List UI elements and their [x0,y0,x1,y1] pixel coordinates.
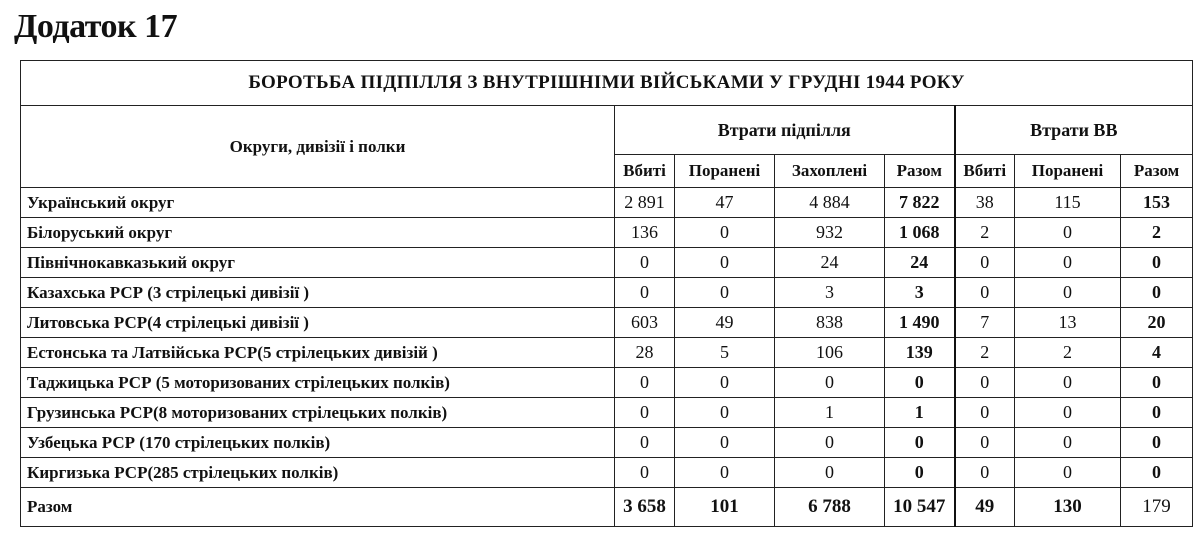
total-total: 10 547 [885,488,955,527]
total-vv-wounded: 130 [1015,488,1121,527]
cell-captured: 24 [775,248,885,278]
cell-vv-total: 0 [1121,398,1193,428]
cell-total: 24 [885,248,955,278]
cell-captured: 0 [775,368,885,398]
cell-vv-total: 0 [1121,248,1193,278]
cell-vv-killed: 0 [955,458,1015,488]
table-row [21,398,1193,428]
cell-captured: 3 [775,278,885,308]
cell-killed: 0 [615,248,675,278]
cell-vv-killed: 0 [955,368,1015,398]
table-row [21,308,1193,338]
cell-vv-wounded: 0 [1015,458,1121,488]
cell-captured: 932 [775,218,885,248]
row-label: Киргизька РСР(285 стрілецьких полків) [21,458,615,488]
header-vv-killed: Вбиті [955,155,1015,188]
row-label: Узбецька РСР (170 стрілецьких полків) [21,428,615,458]
cell-total: 0 [885,368,955,398]
vv-losses-header: Втрати ВВ [955,106,1193,155]
cell-wounded: 0 [675,398,775,428]
cell-wounded: 0 [675,218,775,248]
cell-killed: 0 [615,278,675,308]
total-killed: 3 658 [615,488,675,527]
cell-vv-total: 153 [1121,188,1193,218]
cell-vv-killed: 0 [955,428,1015,458]
cell-vv-wounded: 115 [1015,188,1121,218]
table-row [21,368,1193,398]
cell-killed: 603 [615,308,675,338]
header-vv-wounded: Поранені [1015,155,1121,188]
row-label: Казахська РСР (3 стрілецькі дивізії ) [21,278,615,308]
cell-captured: 0 [775,458,885,488]
header-total: Разом [885,155,955,188]
cell-killed: 0 [615,458,675,488]
cell-wounded: 0 [675,248,775,278]
cell-wounded: 0 [675,428,775,458]
page-heading: Додаток 17 [14,8,178,45]
total-row [21,488,1193,527]
cell-vv-wounded: 2 [1015,338,1121,368]
losses-table [20,60,1193,527]
cell-vv-wounded: 0 [1015,398,1121,428]
cell-captured: 838 [775,308,885,338]
total-captured: 6 788 [775,488,885,527]
cell-killed: 2 891 [615,188,675,218]
table-body [21,188,1193,488]
cell-wounded: 49 [675,308,775,338]
total-wounded: 101 [675,488,775,527]
cell-vv-wounded: 0 [1015,428,1121,458]
cell-killed: 136 [615,218,675,248]
total-vv-killed: 49 [955,488,1015,527]
cell-captured: 0 [775,428,885,458]
cell-vv-killed: 0 [955,248,1015,278]
underground-losses-header: Втрати підпілля [615,106,955,155]
cell-total: 1 068 [885,218,955,248]
cell-killed: 28 [615,338,675,368]
cell-wounded: 0 [675,368,775,398]
cell-vv-killed: 7 [955,308,1015,338]
cell-total: 0 [885,428,955,458]
cell-captured: 4 884 [775,188,885,218]
total-label: Разом [21,488,615,527]
cell-vv-killed: 0 [955,398,1015,428]
cell-vv-total: 4 [1121,338,1193,368]
header-killed: Вбиті [615,155,675,188]
table-row [21,248,1193,278]
cell-wounded: 0 [675,278,775,308]
cell-wounded: 5 [675,338,775,368]
table-row [21,458,1193,488]
cell-vv-killed: 2 [955,338,1015,368]
row-label: Естонська та Латвійська РСР(5 стрілецьких дивізій ) [21,338,615,368]
table-row [21,278,1193,308]
region-column-header: Округи, дивізії і полки [21,106,615,188]
cell-vv-total: 0 [1121,278,1193,308]
cell-total: 1 490 [885,308,955,338]
cell-vv-total: 0 [1121,368,1193,398]
row-label: Білоруський округ [21,218,615,248]
table-title: БОРОТЬБА ПІДПІЛЛЯ З ВНУТРІШНІМИ ВІЙСЬКАМИ У ГРУДНІ 1944 РОКУ [21,61,1193,106]
table-row [21,428,1193,458]
cell-vv-wounded: 0 [1015,278,1121,308]
header-wounded: Поранені [675,155,775,188]
table-row [21,188,1193,218]
table-row [21,338,1193,368]
header-vv-total: Разом [1121,155,1193,188]
row-label: Північнокавказький округ [21,248,615,278]
cell-vv-wounded: 0 [1015,248,1121,278]
cell-vv-total: 0 [1121,428,1193,458]
cell-total: 0 [885,458,955,488]
cell-killed: 0 [615,368,675,398]
table-row [21,218,1193,248]
cell-killed: 0 [615,428,675,458]
cell-total: 139 [885,338,955,368]
cell-killed: 0 [615,398,675,428]
cell-total: 7 822 [885,188,955,218]
cell-vv-total: 2 [1121,218,1193,248]
cell-captured: 1 [775,398,885,428]
cell-vv-wounded: 0 [1015,368,1121,398]
cell-wounded: 0 [675,458,775,488]
cell-vv-wounded: 13 [1015,308,1121,338]
cell-vv-killed: 2 [955,218,1015,248]
cell-vv-killed: 0 [955,278,1015,308]
row-label: Грузинська РСР(8 моторизованих стрілецьких полків) [21,398,615,428]
cell-wounded: 47 [675,188,775,218]
row-label: Литовська РСР(4 стрілецькі дивізії ) [21,308,615,338]
total-vv-total: 179 [1121,488,1193,527]
cell-total: 3 [885,278,955,308]
cell-vv-total: 20 [1121,308,1193,338]
cell-vv-wounded: 0 [1015,218,1121,248]
row-label: Український округ [21,188,615,218]
header-captured: Захоплені [775,155,885,188]
row-label: Таджицька РСР (5 моторизованих стрілецьких полків) [21,368,615,398]
cell-captured: 106 [775,338,885,368]
cell-vv-killed: 38 [955,188,1015,218]
cell-total: 1 [885,398,955,428]
cell-vv-total: 0 [1121,458,1193,488]
